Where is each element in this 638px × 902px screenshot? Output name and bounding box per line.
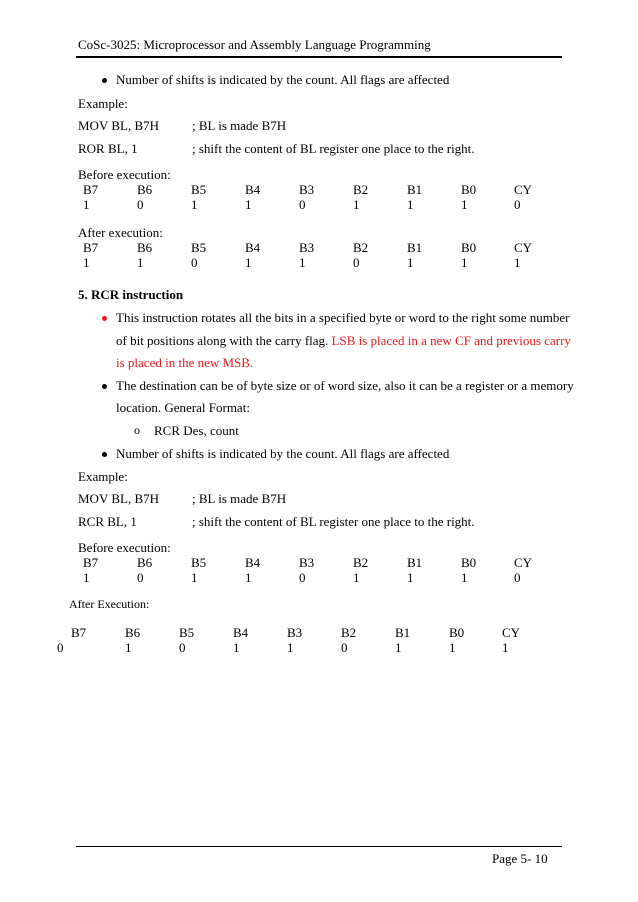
bit-cell: 1 bbox=[395, 640, 402, 655]
rcr-code-comment-1: ; BL is made B7H bbox=[192, 491, 287, 506]
bit-cell: B5 bbox=[191, 182, 207, 197]
bit-cell: 1 bbox=[299, 255, 306, 270]
bit-cell: 1 bbox=[245, 570, 252, 585]
bit-cell: B7 bbox=[83, 182, 99, 197]
bit-cell: B7 bbox=[83, 555, 99, 570]
rcr-after-label: After Execution: bbox=[69, 597, 150, 611]
bit-cell: 1 bbox=[83, 255, 90, 270]
rcr-bullet1-line1: This instruction rotates all the bits in a specified byte or word to the right some number bbox=[116, 310, 570, 325]
bit-cell: B4 bbox=[245, 555, 261, 570]
ror-code-comment-1: ; BL is made B7H bbox=[192, 118, 287, 133]
bit-cell: B5 bbox=[191, 555, 207, 570]
bit-cell: 0 bbox=[179, 640, 186, 655]
bit-cell: 1 bbox=[191, 197, 198, 212]
bit-cell: B3 bbox=[299, 240, 315, 255]
ror-before-label: Before execution: bbox=[78, 167, 171, 182]
bit-cell: 0 bbox=[137, 197, 144, 212]
bullet-icon bbox=[102, 78, 107, 83]
bit-cell: B6 bbox=[137, 182, 153, 197]
bit-cell: 0 bbox=[353, 255, 360, 270]
bit-cell: 1 bbox=[245, 255, 252, 270]
bit-cell: B1 bbox=[407, 555, 423, 570]
bit-cell: 0 bbox=[191, 255, 198, 270]
bit-cell: B3 bbox=[299, 555, 315, 570]
bullet-icon bbox=[102, 316, 107, 321]
bit-cell: 1 bbox=[407, 197, 414, 212]
bit-cell: 1 bbox=[287, 640, 294, 655]
rcr-count-bullet: Number of shifts is indicated by the count. All flags are affected bbox=[116, 446, 450, 461]
bit-cell: 1 bbox=[191, 570, 198, 585]
bit-cell: 1 bbox=[461, 255, 468, 270]
bit-cell: 0 bbox=[299, 197, 306, 212]
ror-after-label: After execution: bbox=[78, 225, 163, 240]
rcr-example-label: Example: bbox=[78, 469, 128, 484]
bit-cell: B5 bbox=[179, 625, 195, 640]
page-number: Page 5- 10 bbox=[492, 851, 548, 866]
rcr-bullet2-line1: The destination can be of byte size or of word size, also it can be a register or a memory bbox=[116, 378, 574, 393]
bit-cell: 1 bbox=[83, 570, 90, 585]
bit-cell: B4 bbox=[245, 240, 261, 255]
page-header: CoSc-3025: Microprocessor and Assembly Language Programming bbox=[78, 37, 431, 52]
bit-cell: B2 bbox=[341, 625, 357, 640]
bit-cell: 1 bbox=[125, 640, 132, 655]
rcr-bullet1-line2-text: of bit positions along with the carry flag. bbox=[116, 333, 332, 348]
rcr-code-instr-2: RCR BL, 1 bbox=[78, 514, 137, 529]
rcr-before-label: Before execution: bbox=[78, 540, 171, 555]
rcr-code-instr-1: MOV BL, B7H bbox=[78, 491, 160, 506]
ror-example-label: Example: bbox=[78, 96, 128, 111]
bit-cell: 0 bbox=[514, 197, 521, 212]
ror-code-instr-1: MOV BL, B7H bbox=[78, 118, 160, 133]
bit-cell: 0 bbox=[514, 570, 521, 585]
bit-cell: 1 bbox=[233, 640, 240, 655]
bit-cell: CY bbox=[502, 625, 521, 640]
bit-cell: B4 bbox=[245, 182, 261, 197]
bit-cell: 1 bbox=[353, 197, 360, 212]
header-rule bbox=[76, 56, 562, 58]
bit-cell: B0 bbox=[461, 240, 477, 255]
rcr-bullet1-line3: is placed in the new MSB. bbox=[116, 355, 254, 370]
ror-code-comment-2: ; shift the content of BL register one place to the right. bbox=[192, 141, 475, 156]
rcr-code-comment-2: ; shift the content of BL register one place to the right. bbox=[192, 514, 475, 529]
bit-cell: B0 bbox=[461, 182, 477, 197]
bit-cell: 1 bbox=[449, 640, 456, 655]
bit-cell: B2 bbox=[353, 182, 369, 197]
bit-cell: 1 bbox=[83, 197, 90, 212]
rcr-bullet1-line2-highlight: LSB is placed in a new CF and previous carry bbox=[331, 333, 571, 348]
bit-cell: B3 bbox=[299, 182, 315, 197]
bit-cell: 0 bbox=[299, 570, 306, 585]
bit-cell: B0 bbox=[449, 625, 465, 640]
bit-cell: 1 bbox=[514, 255, 521, 270]
bit-cell: 0 bbox=[137, 570, 144, 585]
sub-bullet-circle-icon: o bbox=[134, 423, 140, 437]
bit-cell: B4 bbox=[233, 625, 249, 640]
bit-cell: 1 bbox=[407, 570, 414, 585]
bit-cell: B2 bbox=[353, 240, 369, 255]
bullet-icon bbox=[102, 452, 107, 457]
bit-cell: B6 bbox=[137, 240, 153, 255]
bit-cell: 1 bbox=[461, 197, 468, 212]
bit-cell: CY bbox=[514, 555, 533, 570]
ror-code-instr-2: ROR BL, 1 bbox=[78, 141, 138, 156]
rcr-bullet2-line2: location. General Format: bbox=[116, 400, 250, 415]
footer-rule bbox=[76, 846, 562, 847]
bit-cell: B1 bbox=[407, 240, 423, 255]
ror-count-bullet: Number of shifts is indicated by the count. All flags are affected bbox=[116, 72, 450, 87]
bit-cell: CY bbox=[514, 182, 533, 197]
rcr-general-format: RCR Des, count bbox=[154, 423, 239, 438]
bit-cell: B1 bbox=[395, 625, 411, 640]
bit-cell: B6 bbox=[137, 555, 153, 570]
rcr-bullet1-line2 bbox=[116, 334, 571, 349]
bit-cell: 0 bbox=[57, 640, 64, 655]
bit-cell: 1 bbox=[353, 570, 360, 585]
bit-cell: B5 bbox=[191, 240, 207, 255]
bit-cell: 1 bbox=[502, 640, 509, 655]
bit-cell: 1 bbox=[461, 570, 468, 585]
bit-cell: B7 bbox=[83, 240, 99, 255]
bullet-icon bbox=[102, 384, 107, 389]
bit-cell: 1 bbox=[245, 197, 252, 212]
bit-cell: 1 bbox=[137, 255, 144, 270]
bit-cell: B3 bbox=[287, 625, 303, 640]
bit-cell: B6 bbox=[125, 625, 141, 640]
rcr-heading: 5. RCR instruction bbox=[78, 287, 184, 302]
bit-cell: CY bbox=[514, 240, 533, 255]
bit-cell: B7 bbox=[71, 625, 87, 640]
bit-cell: B0 bbox=[461, 555, 477, 570]
bit-cell: 1 bbox=[407, 255, 414, 270]
bit-cell: B2 bbox=[353, 555, 369, 570]
bit-cell: 0 bbox=[341, 640, 348, 655]
bit-cell: B1 bbox=[407, 182, 423, 197]
